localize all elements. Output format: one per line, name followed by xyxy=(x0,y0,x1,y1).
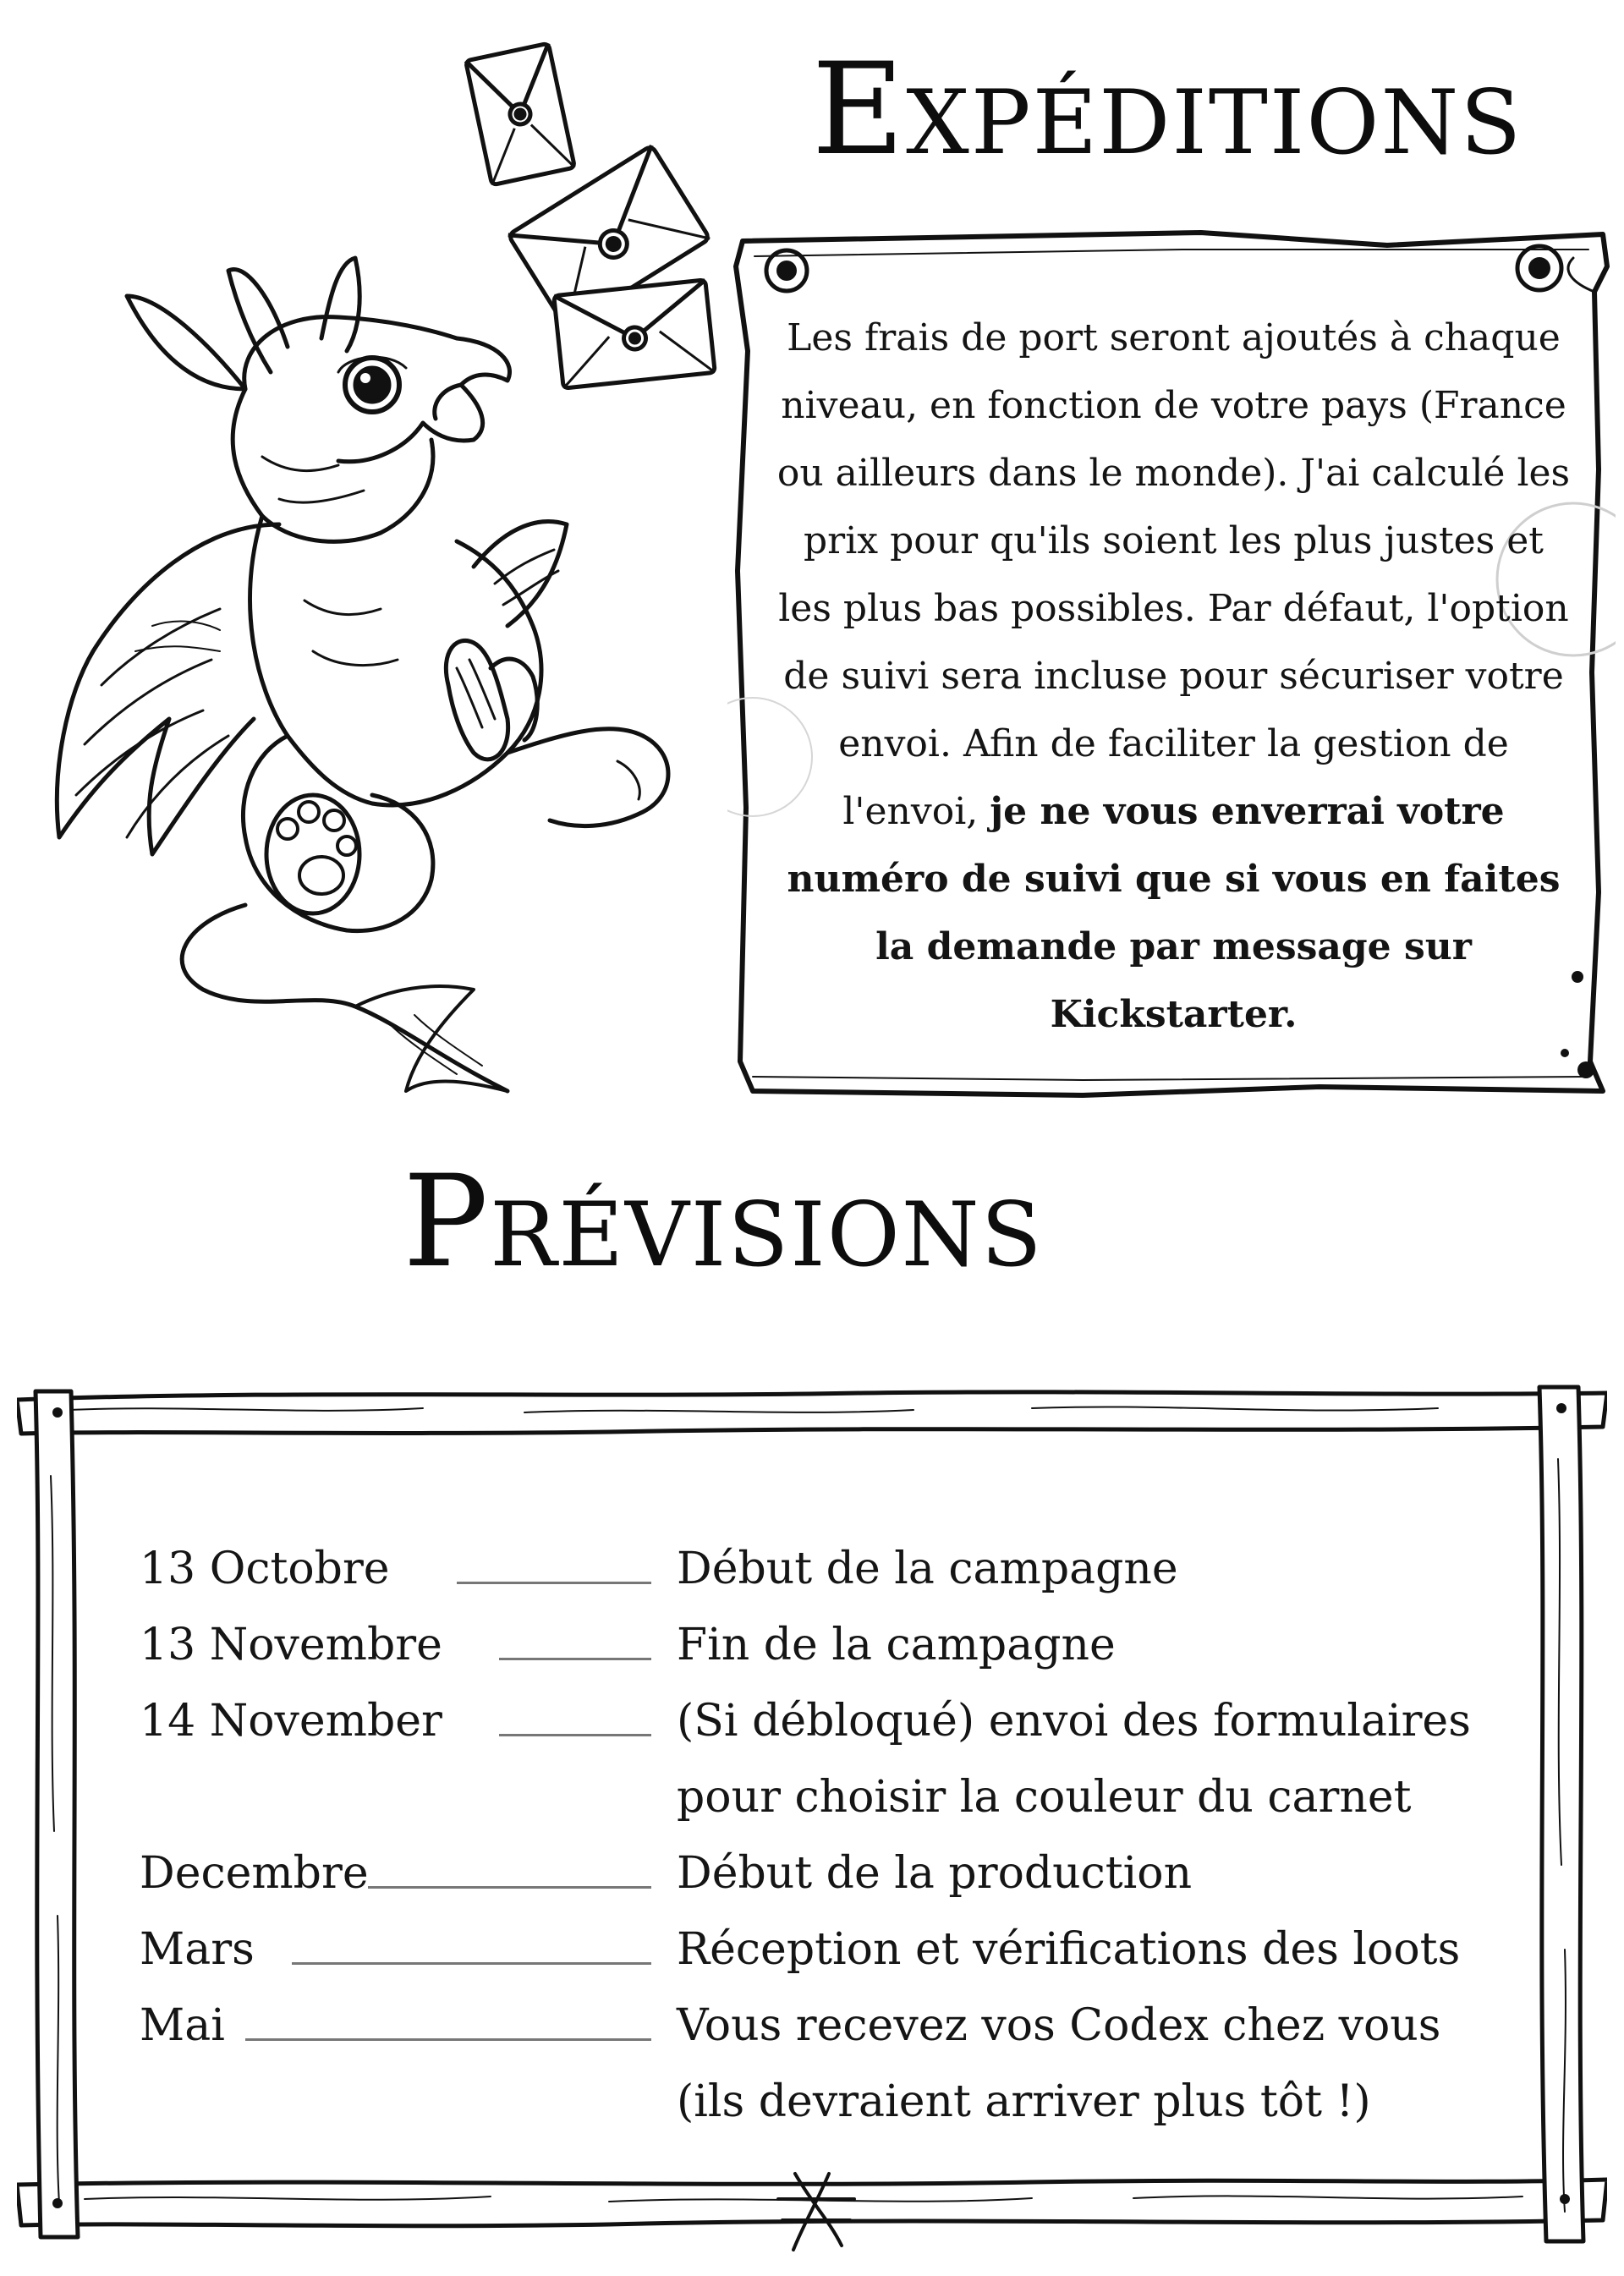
schedule-event: Fin de la campagne xyxy=(677,1620,1116,1670)
schedule-row xyxy=(140,1759,1510,1835)
schedule-date: Mai xyxy=(140,2000,225,2051)
schedule-leader xyxy=(368,1886,651,1889)
shipping-text: Les frais de port seront ajoutés à chaque niveau, en fonction de votre pays (France ou ailleurs dans le monde). J'ai calculé les prix pour qu'ils soient les plus justes et les plus bas possibles. Par défaut, l'option de suivi sera incluse pour sécuriser votre envoi. Afin de faciliter la gestion de l'envoi, xyxy=(776,316,1571,833)
schedule-row xyxy=(140,1531,1510,1607)
schedule-date: 14 November xyxy=(140,1696,442,1747)
schedule-date: Decembre xyxy=(140,1848,369,1899)
shipping-note xyxy=(727,216,1616,1104)
schedule-event: Réception et vérifications des loots xyxy=(677,1924,1461,1975)
schedule-leader xyxy=(499,1734,651,1736)
forecast-frame xyxy=(17,1374,1607,2258)
schedule-row xyxy=(140,1835,1510,1911)
schedule-row xyxy=(140,1988,1510,2064)
schedule-event: Début de la production xyxy=(677,1848,1193,1899)
forecast-title: Prévisions xyxy=(403,1149,1044,1296)
schedule-date: Mars xyxy=(140,1924,255,1975)
schedule-event: (Si débloqué) envoi des formulaires xyxy=(677,1696,1471,1747)
schedule-date: 13 Novembre xyxy=(140,1620,442,1670)
schedule-row xyxy=(140,1911,1510,1988)
shipping-paragraph xyxy=(774,304,1573,1049)
schedule-date: 13 Octobre xyxy=(140,1544,390,1594)
schedule-row xyxy=(140,1683,1510,1759)
schedule-row xyxy=(140,1607,1510,1683)
schedule-event: Début de la campagne xyxy=(677,1544,1178,1594)
schedule-leader xyxy=(499,1658,651,1660)
schedule-event: pour choisir la couleur du carnet xyxy=(677,1772,1412,1823)
griffin-illustration xyxy=(34,245,710,1108)
schedule-row xyxy=(140,2064,1510,2140)
shipping-text-bold: je ne vous enverrai votre numéro de suivi que si vous en faites la demande par message sur Kickstarter. xyxy=(787,790,1561,1036)
schedule-leader xyxy=(457,1582,651,1584)
schedule-event: Vous recevez vos Codex chez vous xyxy=(677,2000,1441,2051)
schedule-list xyxy=(140,1531,1510,2140)
schedule-leader xyxy=(245,2038,651,2041)
schedule-leader xyxy=(292,1962,651,1965)
schedule-event: (ils devraient arriver plus tôt !) xyxy=(677,2076,1371,2127)
shipping-title: Expéditions xyxy=(811,36,1523,184)
